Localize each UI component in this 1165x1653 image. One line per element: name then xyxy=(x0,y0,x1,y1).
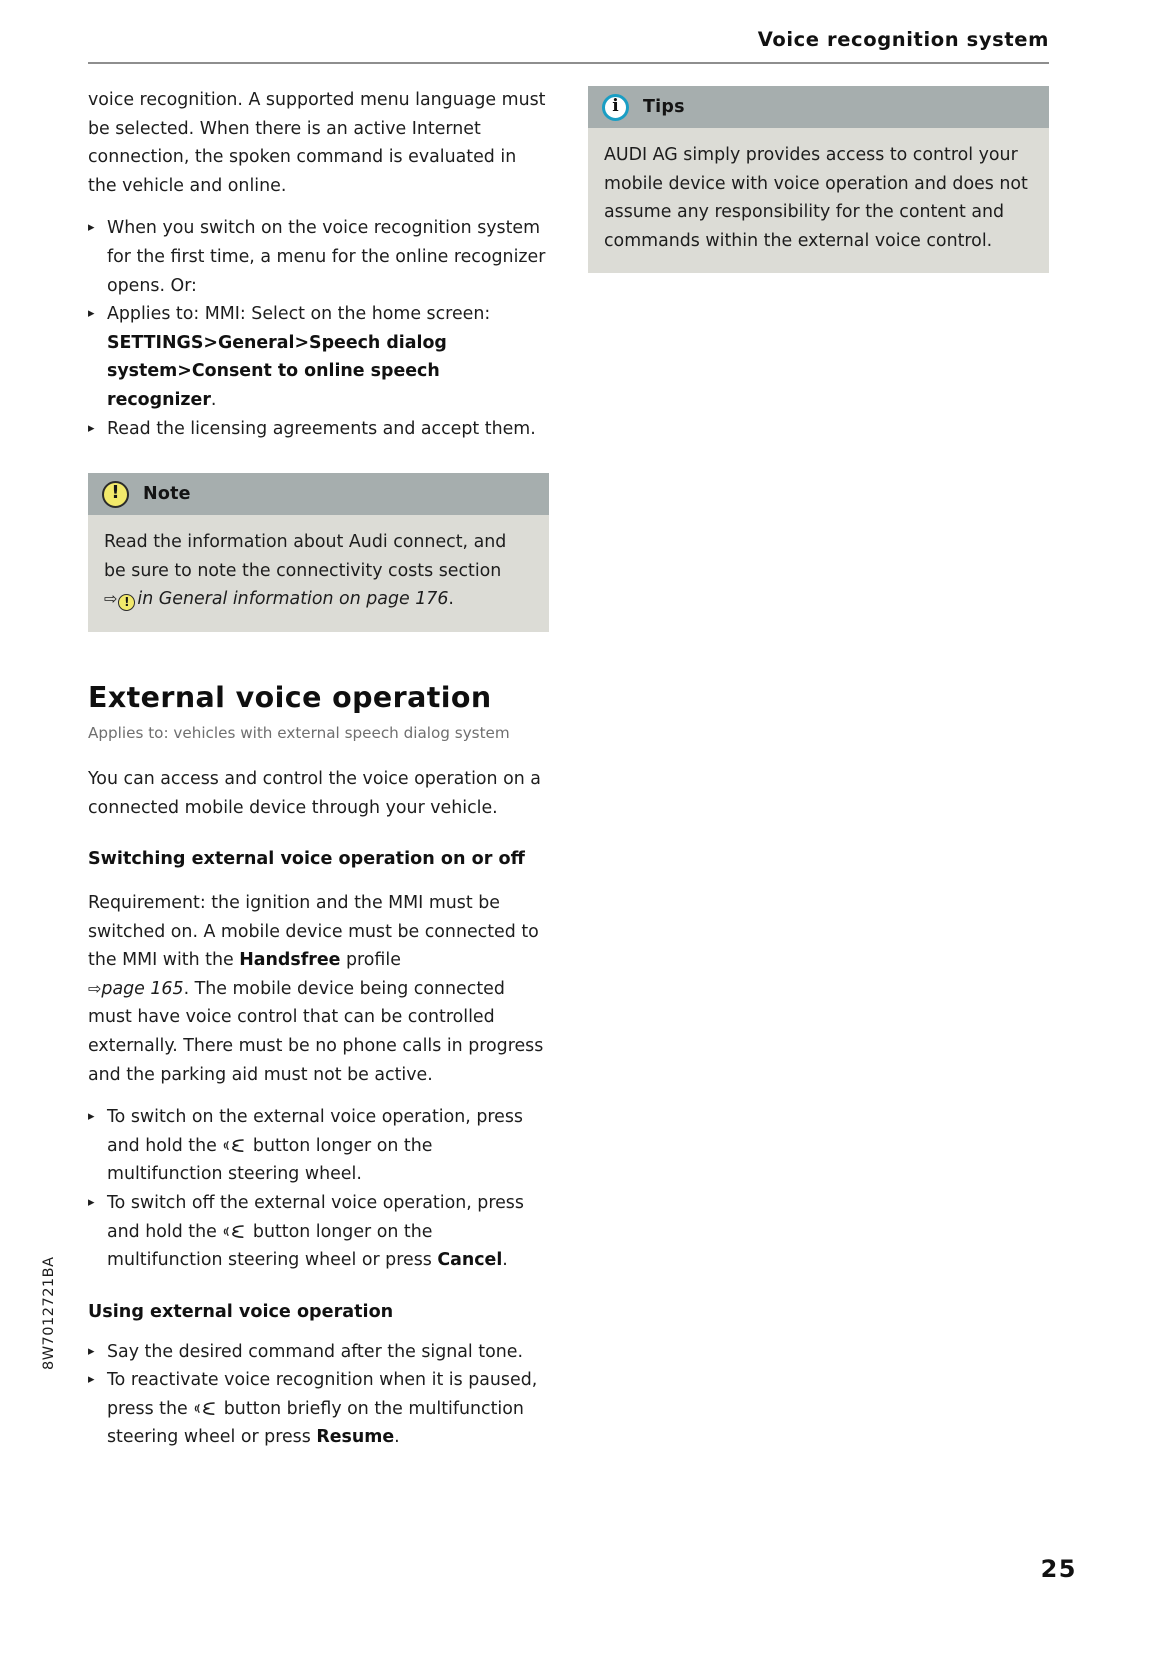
page-header xyxy=(88,28,1049,64)
menu-path-sep: > xyxy=(203,332,218,353)
list-item-text-1: To reactivate voice recognition when it is paused, press the xyxy=(107,1370,538,1419)
note-callout xyxy=(88,473,549,632)
menu-path-general: General xyxy=(217,332,295,353)
list-item-text-2: button briefly on the multifunction steering wheel or press xyxy=(107,1398,524,1448)
page-number: 25 xyxy=(1040,1555,1077,1583)
note-callout-header xyxy=(88,473,549,515)
spacer xyxy=(88,822,549,848)
header-divider xyxy=(88,62,1049,64)
menu-path-sep: > xyxy=(294,332,310,353)
section-intro-paragraph: You can access and control the voice operation on a connected mobile device through your vehicle. xyxy=(88,769,541,818)
list-item xyxy=(88,214,549,300)
menu-path-settings: SETTINGS xyxy=(107,332,204,353)
requirement-text-2: profile xyxy=(340,950,401,971)
switching-steps-list xyxy=(88,1103,549,1275)
requirement-text-3: . The mobile device being connected must have voice control that can be controlled externally. There must be no phone calls in progress and the parking aid must not be active. xyxy=(88,978,544,1085)
spacer xyxy=(88,632,549,662)
list-item xyxy=(88,1103,549,1189)
note-body-text: Read the information about Audi connect, and be sure to note the connectivity costs section xyxy=(104,532,507,581)
tips-callout-body: AUDI AG simply provides access to control your mobile device with voice operation and does not assume any responsibility for the content and commands within the external voice control. xyxy=(604,145,1028,251)
requirement-paragraph xyxy=(88,889,549,1089)
menu-path-consent: Consent to online speech recognizer xyxy=(107,361,440,410)
list-item-text-1: To switch on the external voice operation, press and hold the xyxy=(107,1107,523,1156)
intro-paragraph: voice recognition. A supported menu language must be selected. When there is an active Internet connection, the spoken command is evaluated in the vehicle and online. xyxy=(88,90,546,196)
spacer xyxy=(88,871,549,889)
online-recognizer-steps xyxy=(88,214,549,443)
requirement-text-1: Requirement: the ignition and the MMI must be switched on. A mobile device must be connected to the MMI with the xyxy=(88,893,539,971)
voice-button-icon xyxy=(194,1400,217,1417)
spacer xyxy=(88,662,549,680)
warning-icon-small xyxy=(118,594,135,611)
list-item-text-2: button longer on the multifunction steering wheel. xyxy=(107,1135,433,1185)
list-item xyxy=(88,1366,549,1452)
menu-path-sep: > xyxy=(177,361,192,382)
section-applies-to: Applies to: vehicles with external speech dialog system xyxy=(88,723,510,742)
voice-button-icon xyxy=(223,1223,246,1240)
right-column xyxy=(588,86,1049,273)
menu-path-speech-dialog-system: Speech dialog system xyxy=(107,332,447,382)
spacer xyxy=(88,443,549,473)
list-item-text: Read the licensing agreements and accept them. xyxy=(107,418,536,439)
list-item xyxy=(88,1338,549,1367)
warning-icon xyxy=(102,481,129,508)
info-icon xyxy=(602,94,629,121)
note-callout-body xyxy=(88,515,549,632)
spacer xyxy=(88,1275,549,1301)
page-header-title: Voice recognition system xyxy=(757,28,1049,51)
tips-callout xyxy=(588,86,1049,273)
voice-button-icon xyxy=(223,1137,246,1154)
list-item xyxy=(88,300,549,414)
list-item-lead: Applies to: MMI: Select on the home screen: xyxy=(107,304,491,325)
warning-icon-small-glyph: ! xyxy=(124,594,130,609)
section-title: External voice operation xyxy=(88,680,492,714)
note-callout-title: Note xyxy=(143,484,191,505)
tips-callout-header xyxy=(588,86,1049,128)
left-column xyxy=(88,86,549,1452)
resume-command-label: Resume xyxy=(316,1427,395,1448)
cross-reference-arrow-icon: ⇨ xyxy=(104,589,118,609)
info-icon-glyph: i xyxy=(612,95,619,116)
subsection-title-switching: Switching external voice operation on or off xyxy=(88,849,525,870)
cancel-command-label: Cancel xyxy=(437,1250,503,1271)
list-item xyxy=(88,1189,549,1275)
cross-reference-arrow-icon: ⇨ xyxy=(88,978,102,998)
spacer xyxy=(88,743,549,765)
list-item xyxy=(88,415,549,444)
note-xref-text: in General information on page 176 xyxy=(137,589,449,610)
document-code: 8W7012721BA xyxy=(41,1256,57,1370)
menu-path-trailing: . xyxy=(210,389,217,410)
note-xref-trailing: . xyxy=(448,589,454,610)
handsfree-profile-label: Handsfree xyxy=(239,950,341,971)
list-item-tail: . xyxy=(394,1427,400,1448)
warning-icon-glyph: ! xyxy=(111,482,120,504)
page-reference-165: page 165 xyxy=(101,978,184,999)
list-item-text-1: Say the desired command after the signal tone. xyxy=(107,1341,523,1362)
list-item-text-2: button longer on the multifunction steering wheel or press xyxy=(107,1221,438,1271)
list-item-text: When you switch on the voice recognition system for the first time, a menu for the online recognizer opens. Or: xyxy=(107,218,546,296)
list-item-tail: . xyxy=(502,1250,508,1271)
using-steps-list xyxy=(88,1338,549,1452)
list-item-text-1: To switch off the external voice operation, press and hold the xyxy=(107,1193,524,1242)
subsection-title-using: Using external voice operation xyxy=(88,1301,394,1322)
tips-callout-title: Tips xyxy=(643,97,685,117)
